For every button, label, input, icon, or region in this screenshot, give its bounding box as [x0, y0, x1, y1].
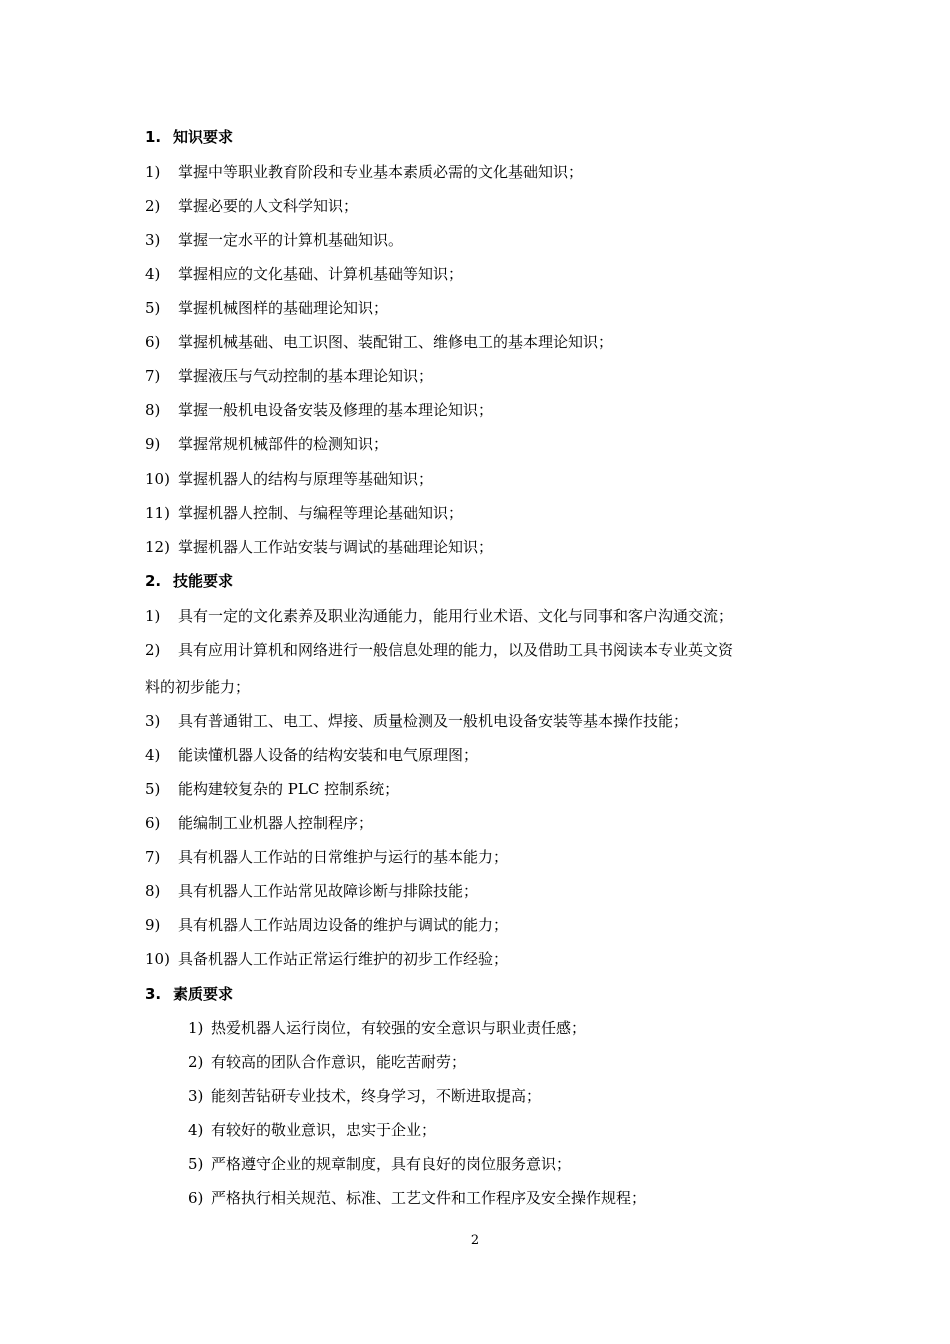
list-item: 5) 能构建较复杂的 PLC 控制系统；	[145, 780, 400, 798]
list-item: 4) 有较好的敬业意识，忠实于企业；	[188, 1121, 437, 1139]
list-item: 7) 掌握液压与气动控制的基本理论知识；	[145, 367, 434, 385]
section-heading-qualities: 3. 素质要求	[145, 985, 234, 1003]
list-item-continuation: 料的初步能力；	[145, 678, 251, 696]
list-item: 1) 具有一定的文化素养及职业沟通能力，能用行业术语、文化与同事和客户沟通交流；	[145, 607, 734, 625]
list-item: 4) 掌握相应的文化基础、计算机基础等知识；	[145, 265, 464, 283]
page-number: 2	[470, 1233, 480, 1248]
list-item: 6) 掌握机械基础、电工识图、装配钳工、维修电工的基本理论知识；	[145, 333, 614, 351]
list-item: 3) 具有普通钳工、电工、焊接、质量检测及一般机电设备安装等基本操作技能；	[145, 712, 689, 730]
list-item: 7) 具有机器人工作站的日常维护与运行的基本能力；	[145, 848, 509, 866]
list-item: 10) 掌握机器人的结构与原理等基础知识；	[145, 470, 434, 488]
list-item: 2) 掌握必要的人文科学知识；	[145, 197, 359, 215]
list-item: 4) 能读懂机器人设备的结构安装和电气原理图；	[145, 746, 479, 764]
section-heading-knowledge: 1. 知识要求	[145, 128, 234, 146]
list-item: 5) 掌握机械图样的基础理论知识；	[145, 299, 389, 317]
list-item: 10) 具备机器人工作站正常运行维护的初步工作经验；	[145, 950, 509, 968]
list-item: 8) 掌握一般机电设备安装及修理的基本理论知识；	[145, 401, 494, 419]
list-item: 3) 掌握一定水平的计算机基础知识。	[145, 231, 404, 249]
list-item: 9) 具有机器人工作站周边设备的维护与调试的能力；	[145, 916, 509, 934]
list-item: 6) 能编制工业机器人控制程序；	[145, 814, 374, 832]
section-heading-skills: 2. 技能要求	[145, 572, 234, 590]
list-item: 1) 热爱机器人运行岗位，有较强的安全意识与职业责任感；	[188, 1019, 587, 1037]
list-item: 12) 掌握机器人工作站安装与调试的基础理论知识；	[145, 538, 494, 556]
list-item: 2) 具有应用计算机和网络进行一般信息处理的能力，以及借助工具书阅读本专业英文资	[145, 641, 734, 659]
list-item: 1) 掌握中等职业教育阶段和专业基本素质必需的文化基础知识；	[145, 163, 584, 181]
list-item: 8) 具有机器人工作站常见故障诊断与排除技能；	[145, 882, 479, 900]
list-item: 3) 能刻苦钻研专业技术，终身学习，不断进取提高；	[188, 1087, 542, 1105]
list-item: 2) 有较高的团队合作意识，能吃苦耐劳；	[188, 1053, 467, 1071]
list-item: 9) 掌握常规机械部件的检测知识；	[145, 435, 389, 453]
list-item: 5) 严格遵守企业的规章制度，具有良好的岗位服务意识；	[188, 1155, 572, 1173]
list-item: 6) 严格执行相关规范、标准、工艺文件和工作程序及安全操作规程；	[188, 1189, 647, 1207]
list-item: 11) 掌握机器人控制、与编程等理论基础知识；	[145, 504, 464, 522]
